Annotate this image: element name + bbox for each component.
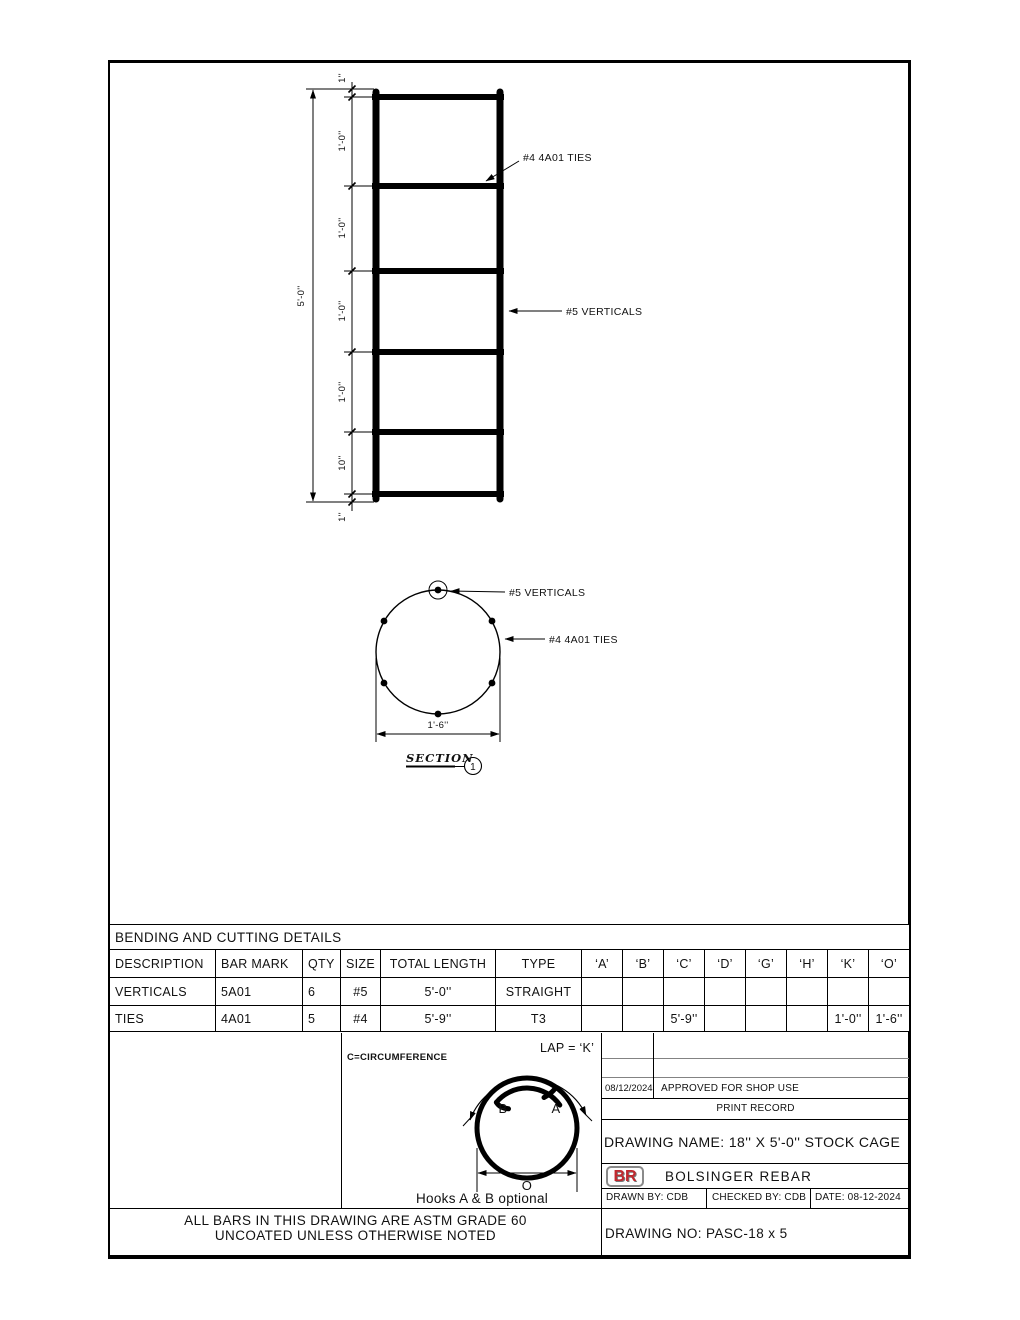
drawing-number: DRAWING NO: PASC-18 x 5 <box>605 1226 788 1241</box>
record-date: 08/12/2024 <box>605 1083 653 1094</box>
print-record-bottom-line <box>602 1119 909 1120</box>
section-title: SECTION <box>406 751 474 765</box>
record-date-column-divider <box>653 1033 654 1098</box>
notes-row-top-line <box>110 1208 909 1209</box>
bom-cell: T3 <box>496 1006 582 1032</box>
sheet-border <box>108 60 911 1259</box>
bom-header-c: ‘C’ <box>664 950 705 978</box>
record-row-line-2 <box>602 1077 909 1078</box>
drawing-name-bottom-line <box>602 1163 909 1164</box>
bending-cutting-table <box>109 924 910 1032</box>
bom-header-total-length: TOTAL LENGTH <box>381 950 496 978</box>
general-notes <box>110 1213 601 1243</box>
bom-cell <box>705 978 746 1006</box>
bom-header-g: ‘G’ <box>746 950 787 978</box>
drawnby-divider-1 <box>706 1188 707 1208</box>
dim-seg-4: 1'-0'' <box>337 381 348 403</box>
bom-cell: #5 <box>341 978 381 1006</box>
bom-cell: #4 <box>341 1006 381 1032</box>
bom-cell: 5A01 <box>216 978 303 1006</box>
bom-cell <box>705 1006 746 1032</box>
hooks-optional-note: Hooks A & B optional <box>416 1191 549 1206</box>
table-row <box>110 978 910 1006</box>
company-bottom-line <box>602 1188 909 1189</box>
dim-overall: 5'-0'' <box>296 285 307 307</box>
bom-header-type: TYPE <box>496 950 582 978</box>
section-width-dim: 1'-6'' <box>427 720 449 731</box>
table-row <box>110 1006 910 1032</box>
bom-header-a: ‘A’ <box>582 950 623 978</box>
bom-cell <box>623 1006 664 1032</box>
dim-seg-2: 1'-0'' <box>337 217 348 239</box>
record-row-line-3 <box>602 1098 909 1099</box>
bom-cell: 5'-9'' <box>381 1006 496 1032</box>
bom-cell <box>787 1006 828 1032</box>
elevation-tie-label: #4 4A01 TIES <box>523 152 592 164</box>
bom-cell: 5'-9'' <box>664 1006 705 1032</box>
bom-cell <box>582 1006 623 1032</box>
elevation-vertical-label: #5 VERTICALS <box>566 306 643 318</box>
company-logo: BR <box>606 1166 644 1187</box>
bom-header-description: DESCRIPTION <box>110 950 216 978</box>
bom-header-d: ‘D’ <box>705 950 746 978</box>
bom-header-o: ‘O’ <box>869 950 910 978</box>
bom-cell: 5'-0'' <box>381 978 496 1006</box>
bom-cell: STRAIGHT <box>496 978 582 1006</box>
circumference-note: C=CIRCUMFERENCE <box>347 1052 448 1063</box>
drawnby-divider-2 <box>810 1188 811 1208</box>
drawn-by: DRAWN BY: CDB <box>606 1192 689 1203</box>
bom-cell: 5 <box>303 1006 341 1032</box>
bom-cell <box>664 978 705 1006</box>
dim-seg-6: 1'' <box>337 512 348 522</box>
note-line-1: ALL BARS IN THIS DRAWING ARE ASTM GRADE 60 <box>184 1213 527 1228</box>
bom-title: BENDING AND CUTTING DETAILS <box>110 925 910 950</box>
bom-cell <box>746 1006 787 1032</box>
bom-header-bar-mark: BAR MARK <box>216 950 303 978</box>
o-dim-label: O <box>521 1178 533 1193</box>
lower-divider-left <box>341 1033 342 1208</box>
bom-cell <box>582 978 623 1006</box>
bom-header-b: ‘B’ <box>623 950 664 978</box>
print-record-title: PRINT RECORD <box>716 1103 795 1114</box>
bom-cell <box>828 978 869 1006</box>
bom-cell <box>787 978 828 1006</box>
lap-label: LAP = ‘K’ <box>540 1041 595 1055</box>
bom-cell <box>869 978 910 1006</box>
bom-cell: 4A01 <box>216 1006 303 1032</box>
drawing-name: DRAWING NAME: 18'' X 5'-0'' STOCK CAGE <box>604 1134 901 1150</box>
bom-cell: 1'-0'' <box>828 1006 869 1032</box>
hook-a-label: A <box>551 1101 561 1116</box>
note-line-2: UNCOATED UNLESS OTHERWISE NOTED <box>214 1228 497 1243</box>
dim-seg-0: 1'' <box>337 73 348 83</box>
bom-cell <box>746 978 787 1006</box>
title-block-date: DATE: 08-12-2024 <box>815 1192 901 1203</box>
bom-cell: 1'-6'' <box>869 1006 910 1032</box>
bom-cell: 6 <box>303 978 341 1006</box>
section-tie-label: #4 4A01 TIES <box>549 634 618 646</box>
bom-cell: VERTICALS <box>110 978 216 1006</box>
record-description: APPROVED FOR SHOP USE <box>661 1083 799 1094</box>
bom-header-qty: QTY <box>303 950 341 978</box>
bom-header-k: ‘K’ <box>828 950 869 978</box>
title-block-left-edge <box>601 1033 602 1257</box>
dim-seg-1: 1'-0'' <box>337 130 348 152</box>
checked-by: CHECKED BY: CDB <box>712 1192 807 1203</box>
record-row-line-1 <box>602 1058 909 1059</box>
bom-cell: TIES <box>110 1006 216 1032</box>
bom-header-h: ‘H’ <box>787 950 828 978</box>
hook-b-label: B <box>498 1101 508 1116</box>
company-name: BOLSINGER REBAR <box>665 1169 813 1184</box>
section-vertical-label: #5 VERTICALS <box>509 587 586 599</box>
bom-cell <box>623 978 664 1006</box>
bom-header-size: SIZE <box>341 950 381 978</box>
dim-seg-5: 10'' <box>337 455 348 471</box>
section-bubble-number: 1 <box>470 762 476 773</box>
dim-seg-3: 1'-0'' <box>337 300 348 322</box>
